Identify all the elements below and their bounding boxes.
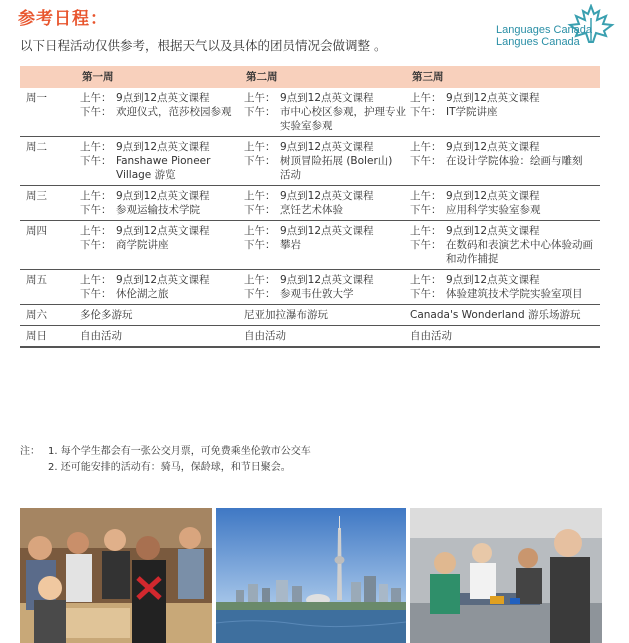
activity-text: 参观韦仕敦大学 bbox=[280, 288, 354, 300]
activity-text: 欢迎仪式，范莎校园参观 bbox=[116, 106, 232, 118]
day-cell: 周四 bbox=[20, 221, 78, 270]
day-cell: 周六 bbox=[20, 305, 78, 326]
activity-text: 树顶冒险拓展 (Boler山) 活动 bbox=[280, 155, 393, 181]
time-label: 下午： bbox=[80, 155, 112, 167]
schedule-cell-w3 bbox=[408, 221, 600, 270]
schedule-cell-w2 bbox=[242, 88, 408, 137]
time-label: 下午： bbox=[244, 106, 276, 118]
table-row bbox=[20, 326, 600, 348]
activity-text: 9点到12点英文课程 bbox=[280, 141, 374, 153]
schedule-entry bbox=[80, 238, 240, 252]
photo-toronto-skyline bbox=[216, 508, 406, 643]
time-label: 上午： bbox=[244, 190, 276, 202]
schedule-entry bbox=[410, 224, 598, 238]
schedule-cell-w1 bbox=[78, 88, 242, 137]
notes bbox=[20, 444, 311, 476]
photo-students-classroom bbox=[20, 508, 212, 643]
table-row bbox=[20, 186, 600, 221]
schedule-cell-w2 bbox=[242, 137, 408, 186]
page-subtitle: 以下日程活动仅供参考，根据天气以及具体的团员情况会做调整 。 bbox=[20, 38, 387, 53]
schedule-cell-w2 bbox=[242, 221, 408, 270]
schedule-entry bbox=[80, 224, 240, 238]
schedule-entry bbox=[80, 329, 240, 343]
schedule-cell-w3 bbox=[408, 326, 600, 348]
time-label: 下午： bbox=[410, 204, 442, 216]
time-label: 下午： bbox=[410, 288, 442, 300]
schedule-cell-w2 bbox=[242, 326, 408, 348]
time-label: 下午： bbox=[410, 155, 442, 167]
activity-text: 9点到12点英文课程 bbox=[280, 190, 374, 202]
logo-text-french: Langues Canada bbox=[496, 36, 580, 48]
table-row bbox=[20, 221, 600, 270]
activity-text: Canada's Wonderland 游乐场游玩 bbox=[410, 309, 581, 321]
schedule-entry bbox=[80, 91, 240, 105]
time-label: 上午： bbox=[80, 274, 112, 286]
schedule-entry bbox=[80, 140, 240, 154]
schedule-entry bbox=[244, 329, 406, 343]
activity-text: 自由活动 bbox=[80, 330, 122, 342]
schedule-cell-w1 bbox=[78, 221, 242, 270]
schedule-entry bbox=[410, 203, 598, 217]
schedule-cell-w2 bbox=[242, 270, 408, 305]
activity-text: 市中心校区参观，护理专业实验室参观 bbox=[280, 106, 406, 132]
schedule-entry bbox=[410, 308, 598, 322]
logo-text-english: Languages Canada bbox=[496, 24, 593, 36]
time-label: 下午： bbox=[80, 239, 112, 251]
day-cell: 周二 bbox=[20, 137, 78, 186]
table-header-week1: 第一周 bbox=[78, 66, 242, 88]
schedule-entry bbox=[410, 91, 598, 105]
time-label: 上午： bbox=[80, 190, 112, 202]
activity-text: 9点到12点英文课程 bbox=[280, 274, 374, 286]
time-label: 下午： bbox=[80, 288, 112, 300]
schedule-entry bbox=[80, 154, 240, 182]
activity-text: 在设计学院体验：绘画与雕刻 bbox=[446, 155, 583, 167]
schedule-entry bbox=[244, 203, 406, 217]
time-label: 下午： bbox=[244, 155, 276, 167]
note-item: 1. 每个学生都会有一张公交月票，可免费乘坐伦敦市公交车 bbox=[48, 446, 311, 457]
activity-text: 应用科学实验室参观 bbox=[446, 204, 541, 216]
time-label: 上午： bbox=[410, 190, 442, 202]
note-item: 2. 还可能安排的活动有：骑马，保龄球，和节日聚会。 bbox=[48, 462, 291, 473]
time-label: 下午： bbox=[410, 106, 442, 118]
table-row bbox=[20, 270, 600, 305]
schedule-cell-w1 bbox=[78, 326, 242, 348]
page-title: 参考日程： bbox=[18, 9, 108, 29]
table-header-week2: 第二周 bbox=[242, 66, 408, 88]
table-header-row bbox=[20, 66, 600, 88]
schedule-table bbox=[20, 66, 600, 348]
activity-text: 自由活动 bbox=[410, 330, 452, 342]
activity-text: 9点到12点英文课程 bbox=[116, 92, 210, 104]
activity-text: 多伦多游玩 bbox=[80, 309, 133, 321]
schedule-entry bbox=[244, 105, 406, 133]
table-header-week3: 第三周 bbox=[408, 66, 600, 88]
schedule-entry bbox=[244, 189, 406, 203]
schedule-entry bbox=[80, 308, 240, 322]
languages-canada-logo bbox=[486, 4, 622, 56]
activity-text: 攀岩 bbox=[280, 239, 301, 251]
time-label: 上午： bbox=[244, 92, 276, 104]
activity-text: 9点到12点英文课程 bbox=[446, 141, 540, 153]
schedule-entry bbox=[410, 189, 598, 203]
time-label: 上午： bbox=[80, 225, 112, 237]
table-row bbox=[20, 137, 600, 186]
activity-text: 9点到12点英文课程 bbox=[116, 141, 210, 153]
time-label: 上午： bbox=[410, 274, 442, 286]
schedule-entry bbox=[410, 238, 598, 266]
activity-text: 尼亚加拉瀑布游玩 bbox=[244, 309, 328, 321]
activity-text: Fanshawe Pioneer Village 游览 bbox=[116, 155, 211, 181]
activity-text: 9点到12点英文课程 bbox=[116, 225, 210, 237]
time-label: 下午： bbox=[244, 204, 276, 216]
time-label: 上午： bbox=[80, 141, 112, 153]
time-label: 下午： bbox=[80, 106, 112, 118]
schedule-entry bbox=[244, 224, 406, 238]
time-label: 上午： bbox=[244, 141, 276, 153]
time-label: 上午： bbox=[410, 141, 442, 153]
schedule-cell-w1 bbox=[78, 186, 242, 221]
activity-text: 9点到12点英文课程 bbox=[446, 190, 540, 202]
activity-text: 9点到12点英文课程 bbox=[446, 92, 540, 104]
activity-text: 休伦湖之旅 bbox=[116, 288, 169, 300]
activity-text: 自由活动 bbox=[244, 330, 286, 342]
schedule-entry bbox=[410, 154, 598, 168]
schedule-entry bbox=[410, 140, 598, 154]
activity-text: IT学院讲座 bbox=[446, 106, 498, 118]
schedule-entry bbox=[410, 329, 598, 343]
time-label: 上午： bbox=[410, 92, 442, 104]
schedule-entry bbox=[244, 273, 406, 287]
schedule-cell-w1 bbox=[78, 270, 242, 305]
schedule-entry bbox=[244, 91, 406, 105]
table-row bbox=[20, 305, 600, 326]
schedule-cell-w1 bbox=[78, 137, 242, 186]
schedule-entry bbox=[244, 287, 406, 301]
schedule-cell-w1 bbox=[78, 305, 242, 326]
time-label: 下午： bbox=[244, 288, 276, 300]
table-header-day bbox=[20, 66, 78, 88]
schedule-cell-w3 bbox=[408, 137, 600, 186]
activity-text: 商学院讲座 bbox=[116, 239, 169, 251]
schedule-cell-w3 bbox=[408, 305, 600, 326]
notes-label: 注： bbox=[20, 446, 40, 457]
activity-text: 9点到12点英文课程 bbox=[280, 225, 374, 237]
schedule-entry bbox=[80, 287, 240, 301]
activity-text: 参观运输技术学院 bbox=[116, 204, 200, 216]
day-cell: 周五 bbox=[20, 270, 78, 305]
photo-workshop-lab bbox=[410, 508, 602, 643]
schedule-entry bbox=[80, 273, 240, 287]
table-row bbox=[20, 88, 600, 137]
schedule-cell-w2 bbox=[242, 305, 408, 326]
schedule-entry bbox=[80, 189, 240, 203]
schedule-entry bbox=[244, 308, 406, 322]
schedule-entry bbox=[244, 238, 406, 252]
schedule-entry bbox=[80, 105, 240, 119]
schedule-cell-w2 bbox=[242, 186, 408, 221]
activity-text: 烹饪艺术体验 bbox=[280, 204, 343, 216]
schedule-cell-w3 bbox=[408, 186, 600, 221]
activity-text: 9点到12点英文课程 bbox=[280, 92, 374, 104]
activity-text: 9点到12点英文课程 bbox=[446, 225, 540, 237]
time-label: 下午： bbox=[410, 239, 442, 251]
activity-text: 9点到12点英文课程 bbox=[116, 274, 210, 286]
activity-text: 在数码和表演艺术中心体验动画和动作捕捉 bbox=[446, 239, 593, 265]
day-cell: 周一 bbox=[20, 88, 78, 137]
day-cell: 周日 bbox=[20, 326, 78, 348]
activity-text: 9点到12点英文课程 bbox=[446, 274, 540, 286]
activity-text: 9点到12点英文课程 bbox=[116, 190, 210, 202]
schedule-cell-w3 bbox=[408, 270, 600, 305]
schedule-entry bbox=[244, 140, 406, 154]
activity-text: 体验建筑技术学院实验室项目 bbox=[446, 288, 583, 300]
schedule-cell-w3 bbox=[408, 88, 600, 137]
time-label: 下午： bbox=[244, 239, 276, 251]
schedule-entry bbox=[410, 273, 598, 287]
time-label: 上午： bbox=[80, 92, 112, 104]
schedule-entry bbox=[410, 105, 598, 119]
time-label: 下午： bbox=[80, 204, 112, 216]
schedule-entry bbox=[410, 287, 598, 301]
time-label: 上午： bbox=[244, 274, 276, 286]
day-cell: 周三 bbox=[20, 186, 78, 221]
schedule-entry bbox=[244, 154, 406, 182]
schedule-entry bbox=[80, 203, 240, 217]
time-label: 上午： bbox=[244, 225, 276, 237]
time-label: 上午： bbox=[410, 225, 442, 237]
